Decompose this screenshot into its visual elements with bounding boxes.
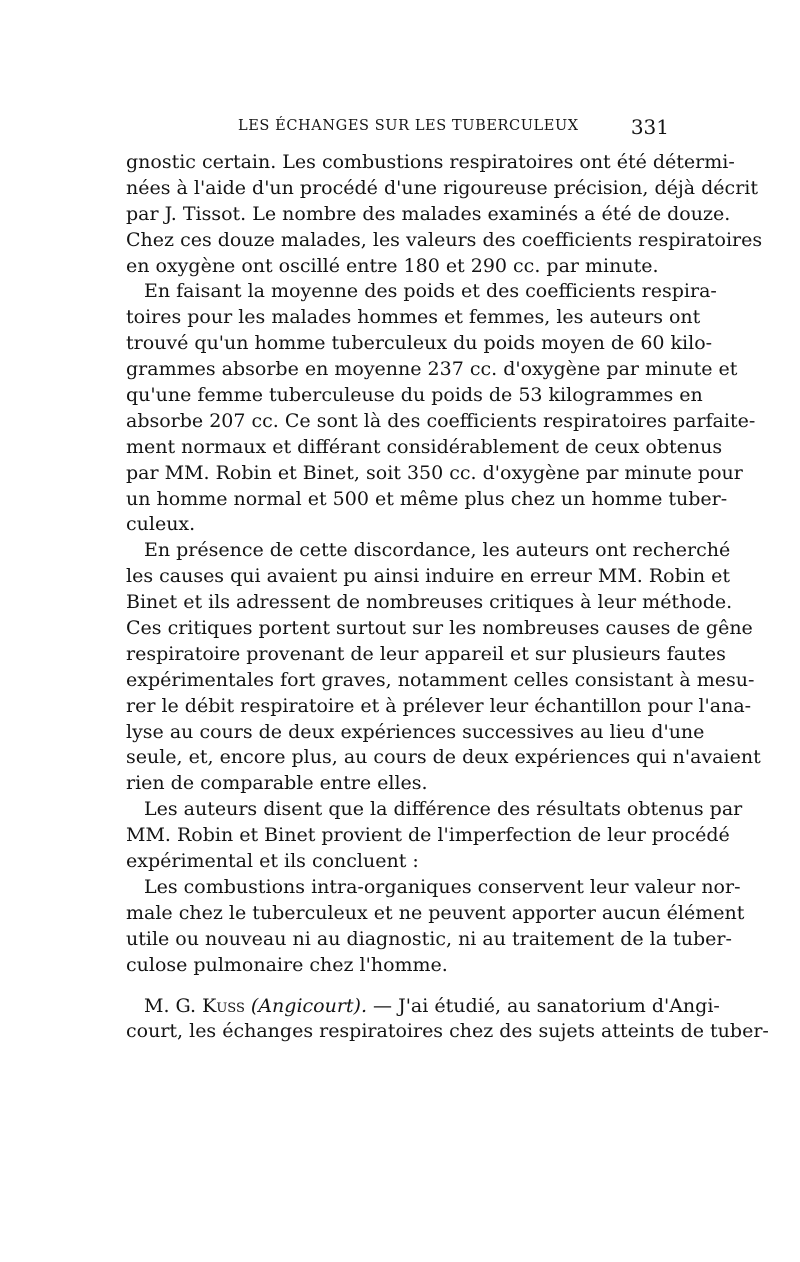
page-number: 331	[630, 115, 669, 139]
text-line: trouvé qu'un homme tuberculeux du poids moyen de 60 kilo-	[126, 332, 713, 355]
text-line: culose pulmonaire chez l'homme.	[126, 953, 448, 976]
speaker-place: (Angicourt).	[250, 994, 368, 1017]
text-line: En faisant la moyenne des poids et des coefficients respira-	[144, 280, 717, 303]
text-line: absorbe 207 cc. Ce sont là des coefficients respiratoires parfaite-	[126, 409, 756, 432]
text-line: utile ou nouveau ni au diagnostic, ni au traitement de la tuber-	[126, 927, 732, 950]
paragraph-3	[126, 538, 761, 797]
section-gap	[126, 979, 670, 994]
paragraph-conclusion	[126, 875, 745, 979]
speaker-prefix: M. G.	[144, 994, 203, 1017]
text-line: En présence de cette discordance, les auteurs ont recherché	[144, 539, 731, 562]
text-line: ment normaux et différant considérablement de ceux obtenus	[126, 435, 723, 458]
text-line: MM. Robin et Binet provient de l'imperfection de leur procédé	[126, 824, 730, 847]
text-line: expérimentales fort graves, notamment celles consistant à mesu-	[126, 668, 755, 691]
text-line: par J. Tissot. Le nombre des malades examinés a été de douze.	[126, 202, 731, 225]
body-text	[126, 150, 769, 1045]
text-line: seule, et, encore plus, au cours de deux expériences qui n'avaient	[126, 746, 761, 769]
text-line: par MM. Robin et Binet, soit 350 cc. d'oxygène par minute pour	[126, 461, 743, 484]
paragraph-kuss	[126, 994, 769, 1046]
text-line: respiratoire provenant de leur appareil et sur plusieurs fautes	[126, 642, 726, 665]
text-line: en oxygène ont oscillé entre 180 et 290 cc. par minute.	[126, 254, 659, 277]
text-line: Les auteurs disent que la différence des résultats obtenus par	[144, 798, 743, 821]
text-line: culeux.	[126, 513, 196, 536]
text-line: lyse au cours de deux expériences successives au lieu d'une	[126, 720, 705, 743]
running-head	[0, 115, 800, 142]
paragraph-1	[126, 150, 763, 279]
speaker-line	[126, 994, 720, 1020]
text-line: court, les échanges respiratoires chez des sujets atteints de tuber-	[126, 1020, 769, 1043]
paragraph-2	[126, 279, 756, 538]
speaker-name: Kuss	[202, 994, 245, 1017]
text-line: expérimental et ils concluent :	[126, 850, 419, 873]
text-line: nées à l'aide d'un procédé d'une rigoureuse précision, déjà décrit	[126, 176, 758, 199]
text-line: les causes qui avaient pu ainsi induire en erreur MM. Robin et	[126, 565, 731, 588]
speaker-line-rest: — J'ai étudié, au sanatorium d'Angi-	[367, 994, 720, 1017]
text-line: toires pour les malades hommes et femmes, les auteurs ont	[126, 306, 701, 329]
paragraph-4	[126, 797, 743, 875]
text-line: rer le débit respiratoire et à prélever leur échantillon pour l'ana-	[126, 694, 752, 717]
text-line: Ces critiques portent surtout sur les nombreuses causes de gêne	[126, 617, 753, 640]
text-line: qu'une femme tuberculeuse du poids de 53 kilogrammes en	[126, 384, 703, 407]
text-line: grammes absorbe en moyenne 237 cc. d'oxygène par minute et	[126, 358, 738, 381]
running-title: LES ÉCHANGES SUR LES TUBERCULEUX	[238, 118, 579, 134]
text-line: Les combustions intra-organiques conservent leur valeur nor-	[144, 875, 741, 898]
text-line: gnostic certain. Les combustions respiratoires ont été détermi-	[126, 151, 735, 173]
text-line: rien de comparable entre elles.	[126, 772, 428, 795]
text-line: male chez le tuberculeux et ne peuvent apporter aucun élément	[126, 901, 745, 924]
text-line: Binet et ils adressent de nombreuses critiques à leur méthode.	[126, 591, 733, 614]
text-line: Chez ces douze malades, les valeurs des coefficients respiratoires	[126, 228, 763, 251]
text-line: un homme normal et 500 et même plus chez un homme tuber-	[126, 487, 728, 510]
